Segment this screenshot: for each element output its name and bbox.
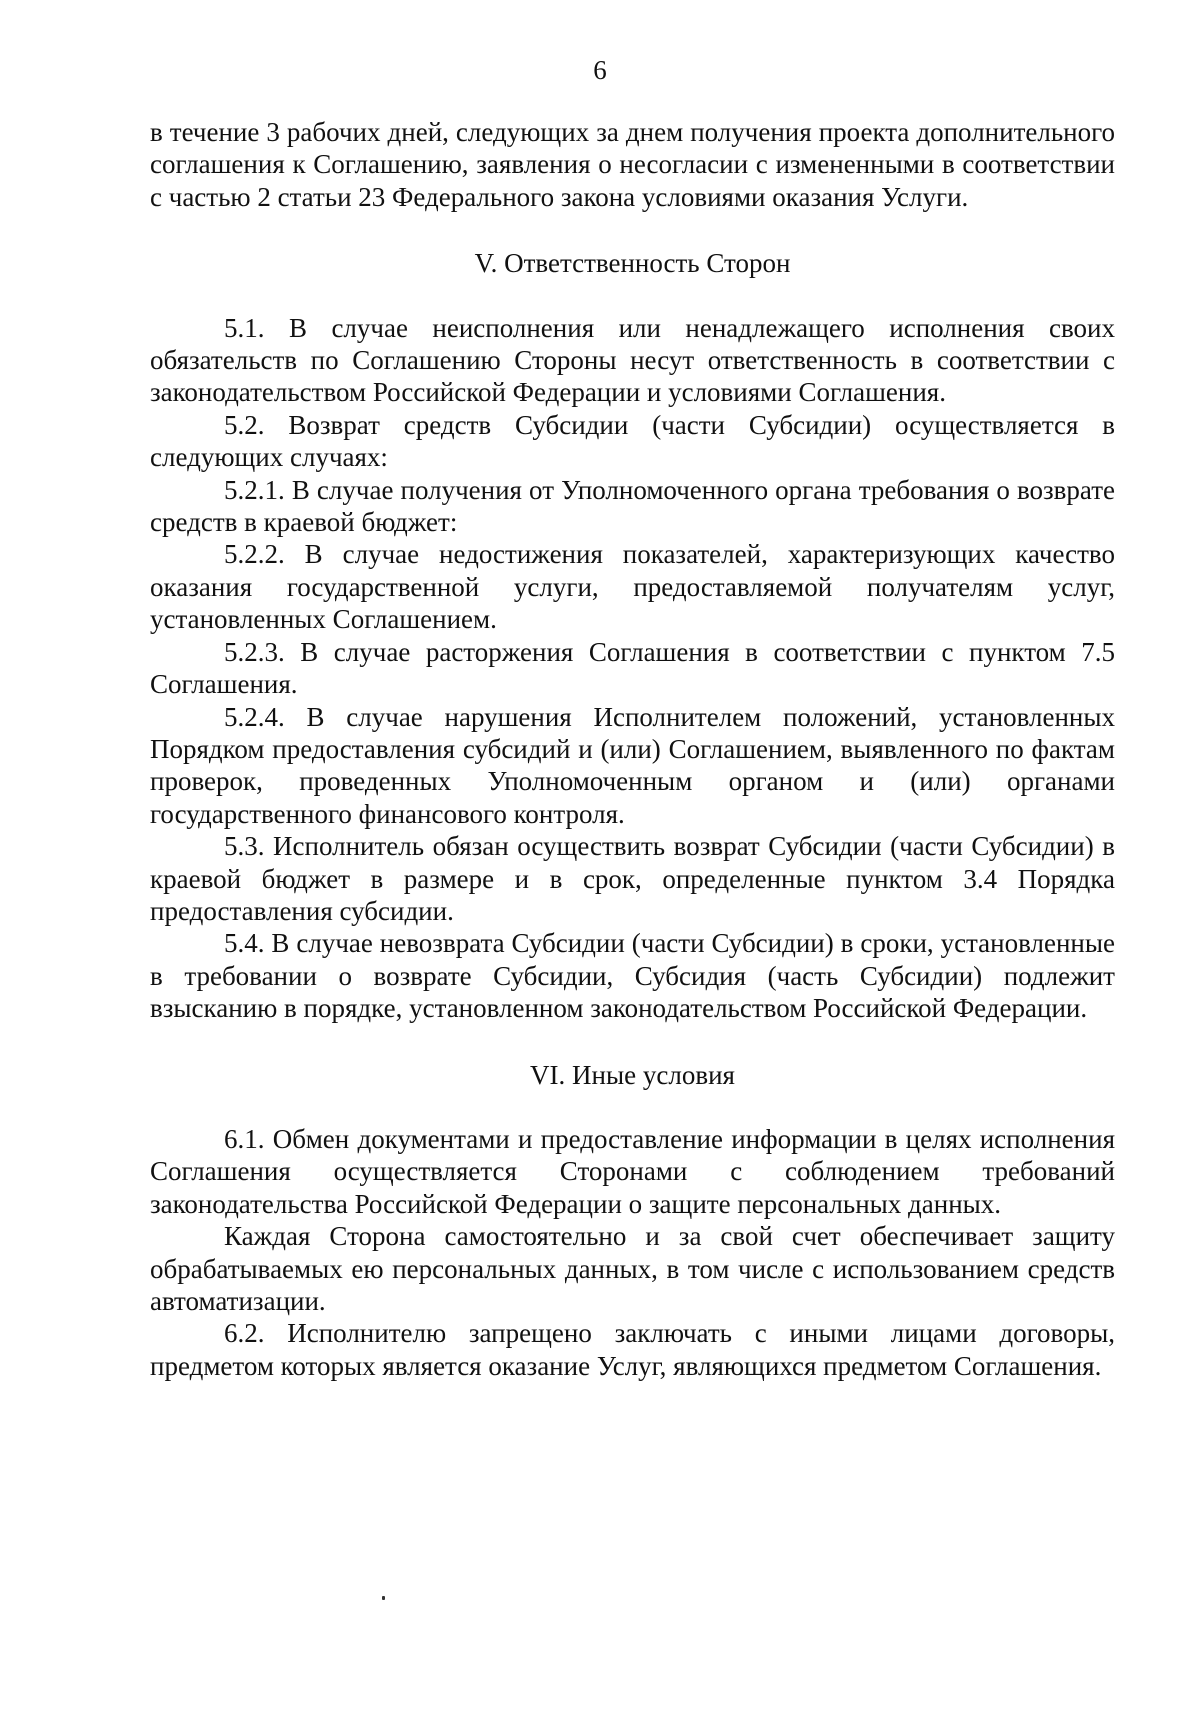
paragraph-continuation: в течение 3 рабочих дней, следующих за днем получения проекта дополнительного соглашения к Соглашению, заявления о несогласии с измененными в соответствии с частью 2 статьи 23 Федерального закона условиями оказания Услуги. (150, 117, 1115, 212)
paragraph-6-1: 6.1. Обмен документами и предоставление информации в целях исполнения Соглашения осуществляется Сторонами с соблюдением требований законодательства Российской Федерации о защите персональных данных. (150, 1123, 1115, 1219)
paragraph-5-4: 5.4. В случае невозврата Субсидии (части Субсидии) в сроки, установленные в требовании о возврате Субсидии, Субсидия (часть Субсидии) подлежит взысканию в порядке, установленном законодательством Российской Федерации. (150, 928, 1115, 1024)
paragraph-5-2: 5.2. Возврат средств Субсидии (части Субсидии) осуществляется в следующих случаях: (150, 409, 1115, 473)
section-heading-v: V. Ответственность Сторон (474, 248, 791, 279)
paragraph-5-2-2: 5.2.2. В случае недостижения показателей, характеризующих качество оказания государственной услуги, предоставляемой получателям услуг, установленных Соглашением. (150, 539, 1115, 635)
paragraph-5-2-3: 5.2.3. В случае расторжения Соглашения в соответствии с пунктом 7.5 Соглашения. (150, 636, 1115, 700)
section-heading-vi: VI. Иные условия (530, 1059, 735, 1090)
paragraph-5-2-1: 5.2.1. В случае получения от Уполномоченного органа требования о возврате средств в краевой бюджет: (150, 474, 1115, 538)
paragraph-5-2-4: 5.2.4. В случае нарушения Исполнителем положений, установленных Порядком предоставления субсидий и (или) Соглашением, выявленного по фактам проверок, проведенных Уполномоченным органом и (или) органами государственного финансового контроля. (150, 701, 1115, 829)
spacer (150, 1025, 1115, 1059)
spacer (150, 1091, 1115, 1123)
paragraph-6-2: 6.2. Исполнителю запрещено заключать с иными лицами договоры, предметом которых является оказание Услуг, являющихся предметом Соглашения. (150, 1318, 1115, 1381)
spacer (150, 213, 1115, 247)
paragraph-6-1-continued: Каждая Сторона самостоятельно и за свой счет обеспечивает защиту обрабатываемых ею персональных данных, в том числе с использованием средств автоматизации. (150, 1221, 1115, 1316)
document-body (150, 116, 1115, 1382)
paragraph-5-3: 5.3. Исполнитель обязан осуществить возврат Субсидии (части Субсидии) в краевой бюджет в размере и в срок, определенные пунктом 3.4 Порядка предоставления субсидии. (150, 831, 1115, 926)
paragraph-5-1: 5.1. В случае неисполнения или ненадлежащего исполнения своих обязательств по Соглашению Стороны несут ответственность в соответствии с законодательством Российской Федерации и условиями Соглашения. (150, 312, 1115, 408)
scan-speck (382, 1596, 385, 1600)
page-number: 6 (593, 55, 607, 85)
spacer (150, 280, 1115, 312)
